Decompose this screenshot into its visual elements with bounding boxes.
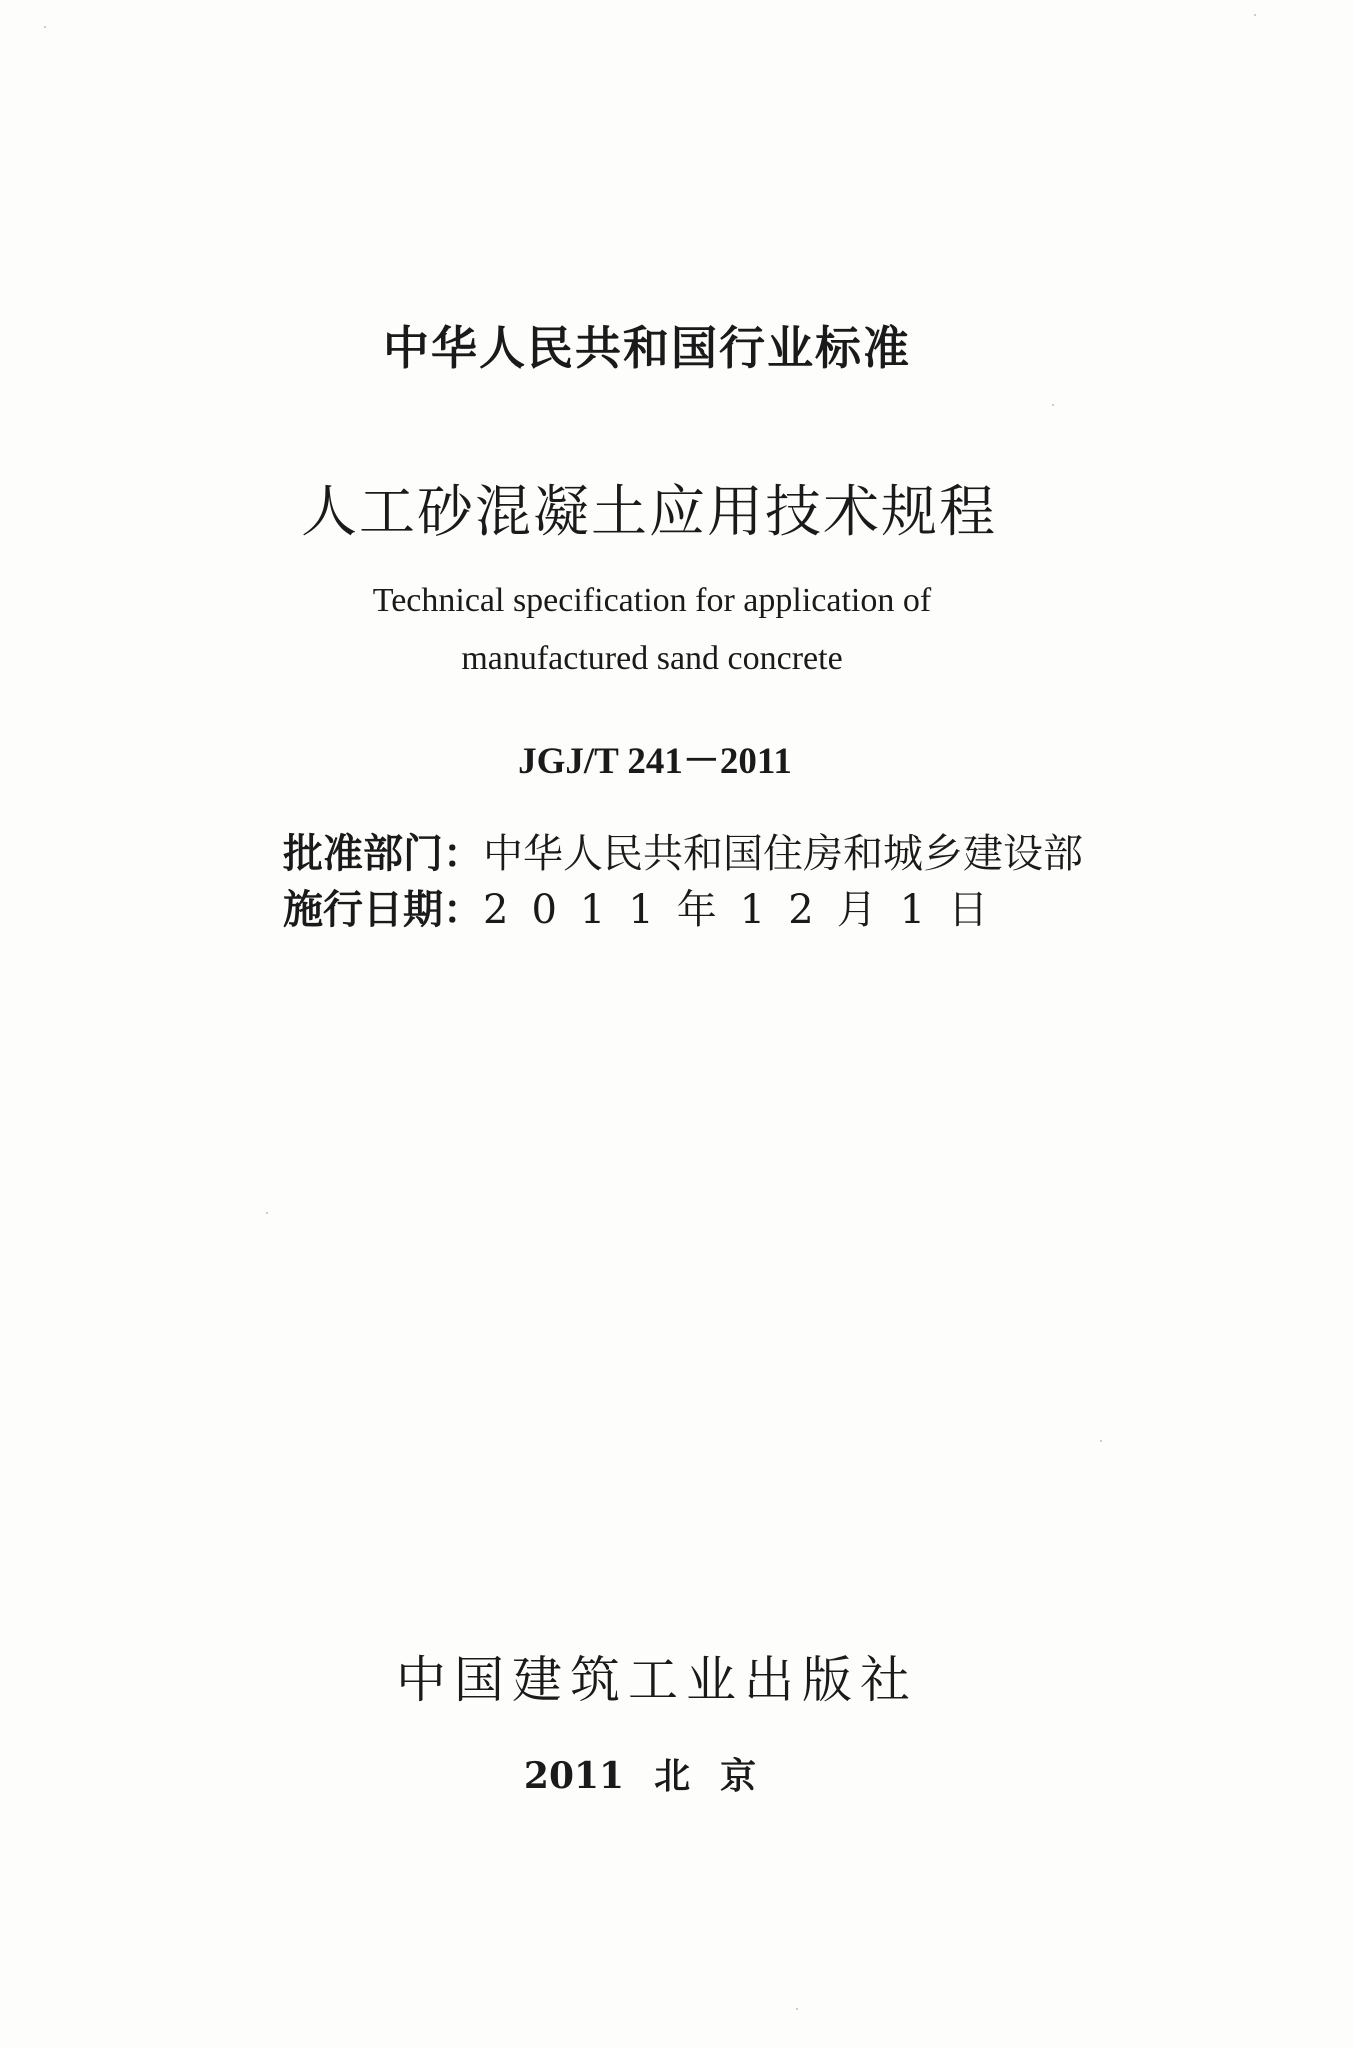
effective-date-row: [283, 878, 1011, 935]
approval-department-label: 批准部门：: [283, 831, 483, 877]
scan-speck: [1100, 1440, 1102, 1442]
imprint-year: 2011: [523, 1755, 625, 1797]
standard-code: JGJ/T 241－2011: [518, 741, 792, 782]
imprint-city: 北京: [654, 1755, 787, 1797]
imprint: [0, 1748, 1332, 1799]
scan-speck: [796, 2008, 798, 2010]
approval-department-row: [283, 822, 1083, 879]
approval-department-value: 中华人民共和国住房和城乡建设部: [483, 831, 1083, 877]
effective-date-label: 施行日期：: [283, 887, 483, 933]
standard-series-heading: 中华人民共和国行业标准: [383, 321, 911, 375]
document-title-english-line-1: Technical specification for application of: [372, 582, 932, 619]
effective-date-value: 2011年12月1日: [483, 887, 1012, 933]
scan-speck: [1052, 404, 1054, 406]
publisher-name: 中国建筑工业出版社: [396, 1651, 918, 1709]
scan-speck: [1254, 14, 1256, 16]
document-title-english-line-2: manufactured sand concrete: [461, 640, 843, 677]
scan-speck: [44, 26, 46, 28]
scan-speck: [266, 1212, 268, 1214]
document-title-chinese: 人工砂混凝土应用技术规程: [301, 480, 997, 545]
